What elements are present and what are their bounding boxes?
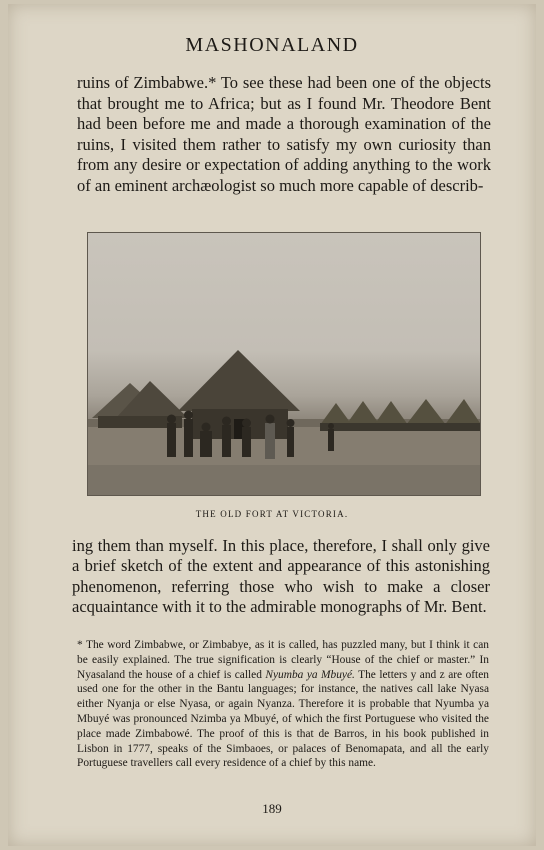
hut-walls-right	[320, 423, 480, 431]
hut-roof-right-3	[374, 401, 408, 425]
hut-roof-right-2	[346, 401, 380, 425]
page-number: 189	[262, 801, 282, 816]
footnote-italic: Nyumba ya Mbuyé.	[265, 668, 355, 681]
body-paragraph-top: ruins of Zimbabwe.* To see these had been one of the objects that brought me to Africa; but as I found Mr. Theodore Bent had been before me and made a thorough examination of the ruins, I visited them rather to satisfy my own curiosity than from any desire or expectation of adding anything to the work of an eminent archæologist so much more capable of describ-	[77, 73, 491, 195]
hut-roof-main	[178, 350, 300, 411]
fort-photo-illustration	[88, 233, 480, 495]
footnote	[77, 638, 489, 771]
foreground	[88, 465, 480, 495]
footnote-part-2: The letters y and z are often used one for the other in the Bantu languages; for instance, the natives call lake Nyasa either Nyanja or else Nyasa, or again Nyanza. Therefore it is probable that Nyumba ya Mbuyé was pronounced Nzimba ya Mbuyé, of which the first Portuguese who visited the place made Zimbabowé. The proof of this is that de Barros, in his book published in Lisbon in 1777, speaks of the Simbaoes, or palaces of Benomapata, and all the early Portuguese travellers call every residence of a chief by this name.	[77, 668, 489, 770]
hut-roof-right-1	[320, 403, 352, 425]
figure-caption: THE OLD FORT AT VICTORIA.	[195, 509, 349, 519]
hut-roof-right-4	[406, 399, 446, 425]
footnote-part-1: * The word Zimbabwe, or Zimbabye, as it is called, has puzzled many, but I think it can be easily explained. The true signification is clearly “House of the chief or master.” In Nyasaland the house of a chief is called	[77, 639, 489, 681]
hut-roof-right-5	[444, 399, 480, 426]
body-paragraph-bottom: ing them than myself. In this place, therefore, I shall only give a brief sketch of the extent and appearance of this astonishing phenomenon, referring those who wish to make a closer acquaintance with it to the admirable monographs of Mr. Bent.	[72, 536, 490, 616]
photograph-old-fort	[87, 232, 481, 496]
running-header: MASHONALAND	[185, 34, 359, 56]
